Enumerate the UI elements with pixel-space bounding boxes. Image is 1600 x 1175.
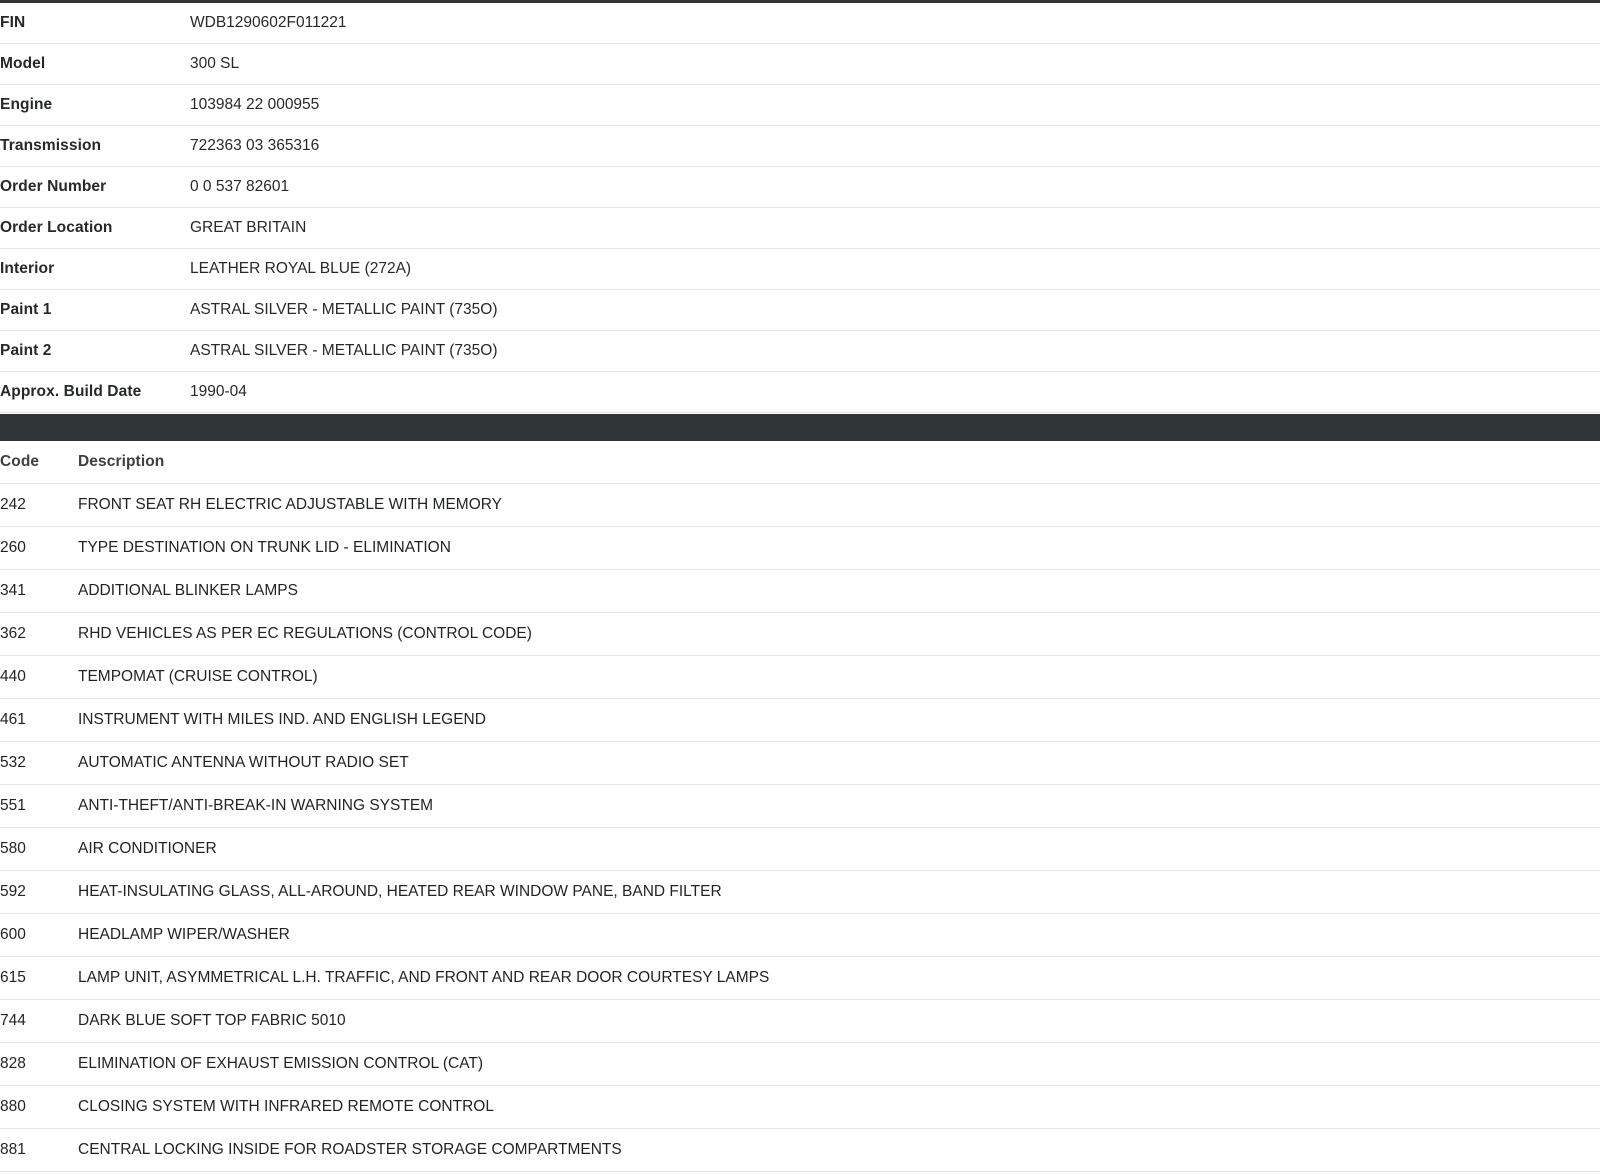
option-description: ELIMINATION OF EXHAUST EMISSION CONTROL (CAT)	[78, 1055, 484, 1072]
option-description: HEAT-INSULATING GLASS, ALL-AROUND, HEATED REAR WINDOW PANE, BAND FILTER	[78, 883, 722, 900]
option-code: 580	[0, 840, 26, 857]
option-codes-header	[0, 441, 1600, 484]
table-row	[0, 1086, 1600, 1129]
option-code: 615	[0, 969, 26, 986]
table-row	[0, 613, 1600, 656]
table-row	[0, 570, 1600, 613]
spec-value: 722363 03 365316	[190, 137, 320, 154]
spec-value: WDB1290602F011221	[190, 14, 347, 31]
table-row	[0, 372, 1600, 413]
option-code: 828	[0, 1055, 26, 1072]
spec-value: 300 SL	[190, 55, 240, 72]
table-row	[0, 957, 1600, 1000]
table-row	[0, 656, 1600, 699]
option-code: 461	[0, 711, 26, 728]
option-description: ADDITIONAL BLINKER LAMPS	[78, 582, 298, 599]
spec-value: LEATHER ROYAL BLUE (272A)	[190, 260, 412, 277]
table-row	[0, 1000, 1600, 1043]
spec-value: 103984 22 000955	[190, 96, 320, 113]
table-row	[0, 742, 1600, 785]
option-description: ANTI-THEFT/ANTI-BREAK-IN WARNING SYSTEM	[78, 797, 434, 814]
option-description: AIR CONDITIONER	[78, 840, 217, 857]
spec-value: GREAT BRITAIN	[190, 219, 307, 236]
spec-label: Order Location	[0, 219, 113, 236]
table-row	[0, 331, 1600, 372]
option-code: 744	[0, 1012, 26, 1029]
spec-label: Model	[0, 55, 46, 72]
option-code: 440	[0, 668, 26, 685]
table-row	[0, 1043, 1600, 1086]
option-code: 880	[0, 1098, 26, 1115]
table-row	[0, 484, 1600, 527]
option-code: 551	[0, 797, 26, 814]
option-description: TYPE DESTINATION ON TRUNK LID - ELIMINATION	[78, 539, 451, 556]
column-header-code: Code	[0, 453, 40, 470]
spec-label: Approx. Build Date	[0, 383, 142, 400]
table-row	[0, 828, 1600, 871]
option-code: 260	[0, 539, 26, 556]
option-code: 532	[0, 754, 26, 771]
spec-label: Engine	[0, 96, 53, 113]
vehicle-spec-table	[0, 3, 1600, 413]
spec-label: Paint 2	[0, 342, 52, 359]
table-row	[0, 527, 1600, 570]
spec-label: Transmission	[0, 137, 102, 154]
table-row	[0, 249, 1600, 290]
section-separator-band	[0, 414, 1600, 441]
option-code: 881	[0, 1141, 26, 1158]
table-row	[0, 699, 1600, 742]
option-description: HEADLAMP WIPER/WASHER	[78, 926, 290, 943]
option-codes-table	[0, 441, 1600, 1172]
option-description: CLOSING SYSTEM WITH INFRARED REMOTE CONTROL	[78, 1098, 494, 1115]
option-description: DARK BLUE SOFT TOP FABRIC 5010	[78, 1012, 346, 1029]
table-row	[0, 44, 1600, 85]
option-description: INSTRUMENT WITH MILES IND. AND ENGLISH LEGEND	[78, 711, 486, 728]
table-row	[0, 871, 1600, 914]
option-description: TEMPOMAT (CRUISE CONTROL)	[78, 668, 318, 685]
option-code: 600	[0, 926, 26, 943]
spec-value: ASTRAL SILVER - METALLIC PAINT (735O)	[190, 301, 498, 318]
option-code: 592	[0, 883, 26, 900]
table-row	[0, 1129, 1600, 1172]
spec-label: Interior	[0, 260, 55, 277]
vehicle-spec-body	[0, 3, 1600, 413]
spec-value: ASTRAL SILVER - METALLIC PAINT (735O)	[190, 342, 498, 359]
option-code: 341	[0, 582, 26, 599]
option-description: RHD VEHICLES AS PER EC REGULATIONS (CONTROL CODE)	[78, 625, 532, 642]
option-description: AUTOMATIC ANTENNA WITHOUT RADIO SET	[78, 754, 409, 771]
table-row	[0, 167, 1600, 208]
spec-label: FIN	[0, 14, 26, 31]
option-description: LAMP UNIT, ASYMMETRICAL L.H. TRAFFIC, AND FRONT AND REAR DOOR COURTESY LAMPS	[78, 969, 770, 986]
spec-value: 1990-04	[190, 383, 247, 400]
spec-label: Order Number	[0, 178, 107, 195]
table-row	[0, 126, 1600, 167]
table-row	[0, 3, 1600, 44]
table-row	[0, 290, 1600, 331]
table-row	[0, 785, 1600, 828]
option-description: CENTRAL LOCKING INSIDE FOR ROADSTER STORAGE COMPARTMENTS	[78, 1141, 622, 1158]
spec-label: Paint 1	[0, 301, 52, 318]
table-header-row	[0, 441, 1600, 484]
option-code: 242	[0, 496, 26, 513]
table-row	[0, 85, 1600, 126]
table-row	[0, 914, 1600, 957]
option-description: FRONT SEAT RH ELECTRIC ADJUSTABLE WITH MEMORY	[78, 496, 503, 513]
table-row	[0, 208, 1600, 249]
spec-value: 0 0 537 82601	[190, 178, 290, 195]
option-codes-body	[0, 484, 1600, 1172]
column-header-description: Description	[78, 453, 165, 470]
option-code: 362	[0, 625, 26, 642]
